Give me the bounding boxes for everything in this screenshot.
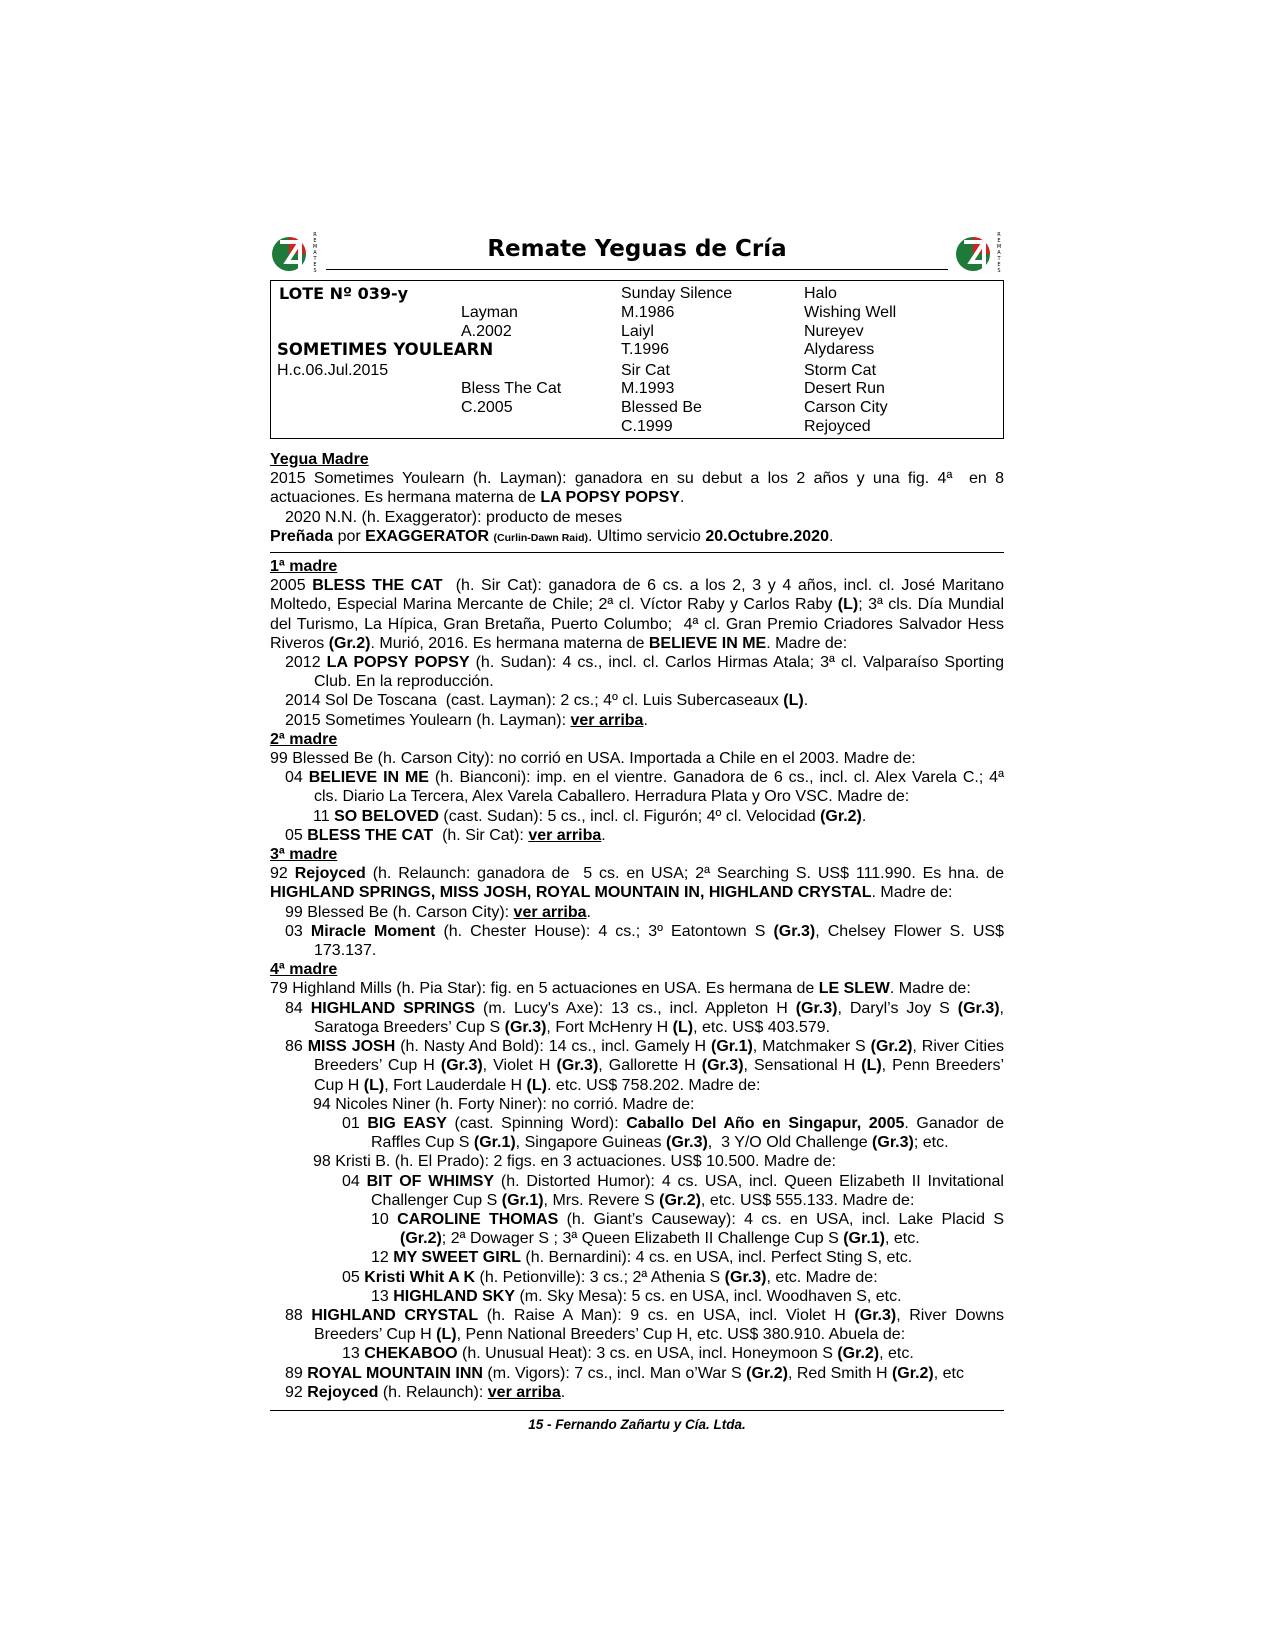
list-item: 03 Miracle Moment (h. Chester House): 4 cs.; 3º Eatontown S (Gr.3), Chelsey Flower S. US$ 173.137. xyxy=(285,922,1004,960)
page-footer: 15 - Fernando Zañartu y Cía. Ltda. xyxy=(528,1416,746,1432)
horse-info: H.c.06.Jul.2015 xyxy=(277,362,389,379)
list-item: 13 CHEKABOO (h. Unusual Heat): 3 cs. en USA, incl. Honeymoon S (Gr.2), etc. xyxy=(342,1345,914,1363)
section-heading-2a-madre: 2ª madre xyxy=(270,730,338,748)
granddam-paternal: Laiyl xyxy=(621,323,654,340)
sire-name: Layman xyxy=(461,304,518,321)
list-item: 01 BIG EASY (cast. Spinning Word): Caballo Del Año en Singapur, 2005. Ganador de Raffles Cup S (Gr.1), Singapore Guineas (Gr.3), 3 Y/O Old Challenge (Gr.3); etc. xyxy=(342,1114,1004,1152)
page-header xyxy=(270,228,1004,276)
section-divider xyxy=(270,552,1004,553)
list-item: 04 BELIEVE IN ME (h. Bianconi): imp. en el vientre. Ganadora de 6 cs., incl. cl. Alex Varela C.; 4ª cls. Diario La Tercera, Alex Varela Caballero. Herradura Plata y Oro VSC. Madre de: xyxy=(285,769,1004,806)
list-item: 86 MISS JOSH (h. Nasty And Bold): 14 cs., incl. Gamely H (Gr.1), Matchmaker S (Gr.2), River Cities Breeders’ Cup H (Gr.3), Violet H (Gr.3), Gallorette H (Gr.3), Sensational H (L), Penn Breeders’ Cup H (L), Fort Lauderdale H (L). etc. US$ 758.202. Madre de: xyxy=(285,1038,1005,1094)
granddam-maternal: Blessed Be xyxy=(621,399,702,416)
dam-info: C.2005 xyxy=(461,399,513,416)
list-item: 2014 Sol De Toscana (cast. Layman): 2 cs.; 4º cl. Luis Subercaseaux (L). xyxy=(285,692,809,710)
list-item: 12 MY SWEET GIRL (h. Bernardini): 4 cs. en USA, incl. Perfect Sting S, etc. xyxy=(371,1249,913,1267)
zl-remates-logo-right xyxy=(954,228,1004,276)
sire-info: A.2002 xyxy=(461,323,512,340)
svg-text:R: R xyxy=(997,232,1001,238)
list-item: 04 BIT OF WHIMSY (h. Distorted Humor): 4 cs. USA, incl. Queen Elizabeth II Invitational Challenger Cup S (Gr.1), Mrs. Revere S (Gr.2), etc. US$ 555.133. Madre de: xyxy=(342,1172,1004,1209)
list-item: 94 Nicoles Niner (h. Forty Niner): no corrió. Madre de: xyxy=(313,1095,695,1113)
list-item: 84 HIGHLAND SPRINGS (m. Lucy's Axe): 13 cs., incl. Appleton H (Gr.3), Daryl’s Joy S (Gr.3), Saratoga Breeders’ Cup S (Gr.3), Fort McHenry H (L), etc. US$ 403.579. xyxy=(285,999,1004,1036)
list-item: 2015 Sometimes Youlearn (h. Layman): ver arriba. xyxy=(285,711,648,729)
paragraph: 99 Blessed Be (h. Carson City): no corrió en USA. Importada a Chile en el 2003. Madre de: xyxy=(270,750,916,768)
svg-text:E: E xyxy=(997,238,1001,244)
svg-text:M: M xyxy=(312,244,318,250)
svg-text:S: S xyxy=(313,268,317,274)
grandsire-paternal: Sunday Silence xyxy=(621,285,733,302)
list-item: 05 BLESS THE CAT (h. Sir Cat): ver arriba. xyxy=(285,826,606,844)
list-item: 88 HIGHLAND CRYSTAL (h. Raise A Man): 9 cs. en USA, incl. Violet H (Gr.3), River Downs Breeders’ Cup H (L), Penn National Breeders’ Cup H, etc. US$ 380.910. Abuela de: xyxy=(285,1306,1005,1344)
list-item: 89 ROYAL MOUNTAIN INN (m. Vigors): 7 cs., incl. Man o’War S (Gr.2), Red Smith H (Gr.2), etc xyxy=(285,1364,964,1382)
zl-remates-logo-left xyxy=(270,228,320,276)
svg-text:E: E xyxy=(313,238,317,244)
svg-text:E: E xyxy=(997,262,1001,268)
great-grandparent: Wishing Well xyxy=(804,304,897,321)
section-heading-yegua-madre: Yegua Madre xyxy=(270,451,369,468)
svg-text:M: M xyxy=(996,244,1002,250)
grandsire-maternal-info: M.1993 xyxy=(621,380,675,397)
granddam-paternal-info: T.1996 xyxy=(621,341,670,358)
granddam-maternal-info: C.1999 xyxy=(621,418,673,435)
dam-name: Bless The Cat xyxy=(461,380,562,397)
list-item: 99 Blessed Be (h. Carson City): ver arriba. xyxy=(285,903,591,921)
list-item: 13 HIGHLAND SKY (m. Sky Mesa): 5 cs. en USA, incl. Woodhaven S, etc. xyxy=(371,1287,902,1305)
svg-text:T: T xyxy=(313,256,317,262)
paragraph: 2005 BLESS THE CAT (h. Sir Cat): ganadora de 6 cs. a los 2, 3 y 4 años, incl. cl. José Maritano Moltedo, Especial Marina Mercante de Chile; 2ª cl. Víctor Raby y Carlos Raby (L); 3ª cls. Día Mundial del Turismo, La Hípica, Gran Bretaña, Puerto Columbo; 4ª cl. Gran Premio Criadores Salvador Hess Riveros (Gr.2). Murió, 2016. Es hermana materna de BELIEVE IN ME. Madre de: xyxy=(270,577,1005,652)
horse-name: SOMETIMES YOULEARN xyxy=(277,340,494,359)
section-heading-1a-madre: 1ª madre xyxy=(270,558,338,576)
paragraph: 79 Highland Mills (h. Pia Star): fig. en 5 actuaciones en USA. Es hermana de LE SLEW. Madre de: xyxy=(270,980,971,998)
title-underline xyxy=(326,269,948,270)
svg-text:T: T xyxy=(997,256,1001,262)
svg-text:A: A xyxy=(313,250,317,256)
great-grandparent: Halo xyxy=(804,285,837,302)
grandsire-paternal-info: M.1986 xyxy=(621,304,675,321)
footer-rule xyxy=(270,1410,1004,1411)
paragraph: 2015 Sometimes Youlearn (h. Layman): ganadora en su debut a los 2 años y una fig. 4ª en 8 actuaciones. Es hermana materna de LA POPSY POPSY. xyxy=(270,470,1004,507)
svg-text:S: S xyxy=(997,268,1001,274)
list-item: 11 SO BELOVED (cast. Sudan): 5 cs., incl. cl. Figurón; 4º cl. Velocidad (Gr.2). xyxy=(313,807,867,825)
svg-text:A: A xyxy=(997,250,1001,256)
paragraph: Preñada por EXAGGERATOR (Curlin-Dawn Raid). Ultimo servicio 20.Octubre.2020. xyxy=(270,527,834,545)
great-grandparent: Alydaress xyxy=(804,341,875,358)
grandsire-maternal: Sir Cat xyxy=(621,362,670,379)
section-heading-4a-madre: 4ª madre xyxy=(270,961,338,979)
svg-text:E: E xyxy=(313,262,317,268)
list-item: 98 Kristi B. (h. El Prado): 2 figs. en 3 actuaciones. US$ 10.500. Madre de: xyxy=(313,1153,836,1171)
great-grandparent: Rejoyced xyxy=(804,418,871,435)
page-title: Remate Yeguas de Cría xyxy=(487,236,787,262)
paragraph: 92 Rejoyced (h. Relaunch: ganadora de 5 cs. en USA; 2ª Searching S. US$ 111.990. Es hna. de HIGHLAND SPRINGS, MISS JOSH, ROYAL MOUNTAIN IN, HIGHLAND CRYSTAL. Madre de: xyxy=(270,865,1005,902)
page xyxy=(270,228,1004,1432)
great-grandparent: Nureyev xyxy=(804,323,864,340)
great-grandparent: Carson City xyxy=(804,399,888,416)
great-grandparent: Desert Run xyxy=(804,380,885,397)
great-grandparent: Storm Cat xyxy=(804,362,877,379)
list-item: 2020 N.N. (h. Exaggerator): producto de meses xyxy=(285,508,623,526)
list-item: 10 CAROLINE THOMAS (h. Giant’s Causeway): 4 cs. en USA, incl. Lake Placid S (Gr.2); 2ª Dowager S ; 3ª Queen Elizabeth II Challenge Cup S (Gr.1), etc. xyxy=(371,1210,1005,1248)
pedigree-table xyxy=(270,280,1004,439)
catalog-body xyxy=(270,450,1004,1402)
list-item: 2012 LA POPSY POPSY (h. Sudan): 4 cs., incl. cl. Carlos Hirmas Atala; 3ª cl. Valparaíso Sporting Club. En la reproducción. xyxy=(285,654,1005,691)
lot-number: LOTE Nº 039-y xyxy=(279,284,409,303)
list-item: 92 Rejoyced (h. Relaunch): ver arriba. xyxy=(285,1383,566,1401)
section-heading-3a-madre: 3ª madre xyxy=(270,846,338,864)
list-item: 05 Kristi Whit A K (h. Petionville): 3 cs.; 2ª Athenia S (Gr.3), etc. Madre de: xyxy=(342,1268,878,1286)
svg-text:R: R xyxy=(313,232,317,238)
